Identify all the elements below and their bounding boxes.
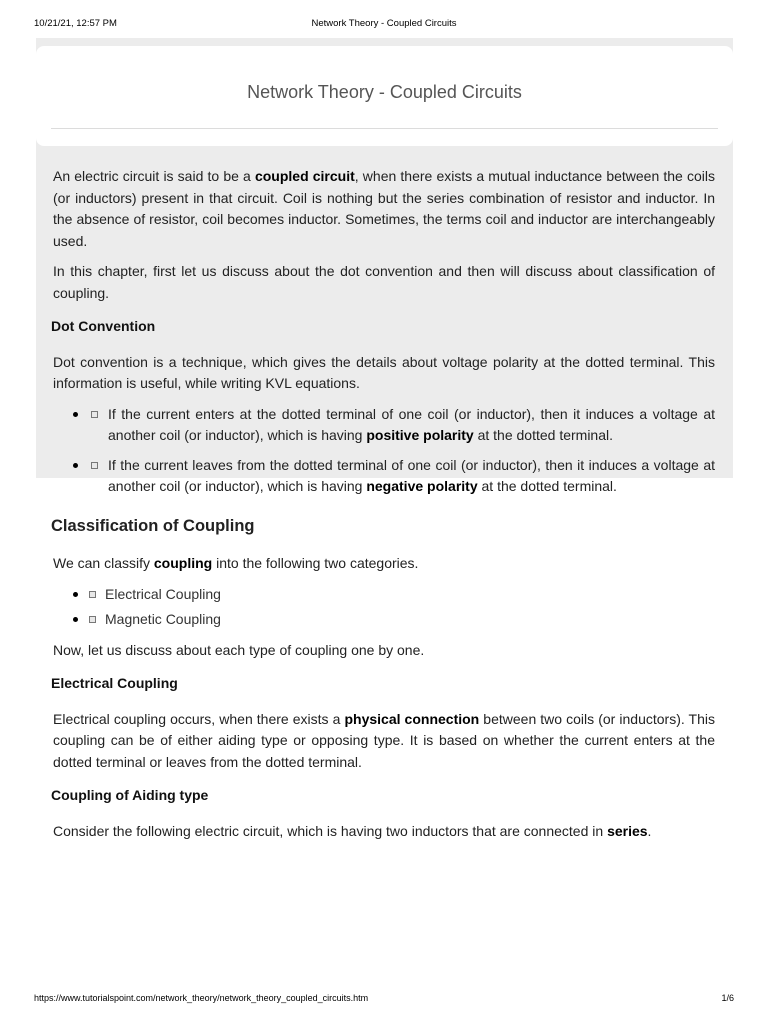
image-placeholder-icon (89, 616, 96, 623)
heading-electrical-coupling: Electrical Coupling (51, 675, 178, 691)
title-card (36, 46, 733, 146)
heading-dot-convention: Dot Convention (51, 318, 156, 334)
bullet-icon (73, 463, 78, 468)
list-item: Electrical Coupling (53, 584, 715, 606)
classification-list (53, 584, 715, 631)
page-number: 1/6 (721, 993, 734, 1003)
intro-paragraph-1: An electric circuit is said to be a coupled circuit, when there exists a mutual inductance between the coils (or inductors) present in that circuit. Coil is nothing but the series combination of resistor and inductor. In the absence of resistor, coil becomes inductor. Sometimes, the terms coil and inductor are interchangeably used. (53, 168, 715, 249)
bullet-icon (73, 412, 78, 417)
bullet-icon (73, 617, 78, 622)
electrical-coupling-paragraph: Electrical coupling occurs, when there exists a physical connection between two coils (or inductors). This coupling can be of either aiding type or opposing type. It is based on whether the current enters at the dotted terminal or leaves from the dotted terminal. (53, 710, 715, 770)
intro-paragraph-2: In this chapter, first let us discuss about the dot convention and then will discuss about classification of coupling. (53, 263, 715, 301)
list-item: Magnetic Coupling (53, 609, 715, 631)
term-series: series (607, 822, 648, 839)
term-coupling: coupling (153, 555, 213, 571)
image-placeholder-icon (89, 591, 96, 598)
list-item: If the current enters at the dotted terminal of one coil (or inductor), then it induces a voltage at another coil (or inductor), which is having positive polarity at the dotted terminal. (53, 404, 715, 447)
print-header (0, 18, 768, 32)
term-coupled-circuit: coupled circuit (254, 168, 355, 184)
classification-paragraph-2: Now, let us discuss about each type of coupling one by one. (53, 641, 425, 658)
dot-convention-paragraph: Dot convention is a technique, which gives the details about voltage polarity at the dotted terminal. This information is useful, while writing KVL equations. (53, 353, 715, 391)
heading-aiding-type: Coupling of Aiding type (51, 787, 209, 803)
image-placeholder-icon (91, 411, 98, 418)
dot-convention-list (53, 404, 715, 498)
image-placeholder-icon (91, 462, 98, 469)
term-negative-polarity: negative polarity (366, 478, 478, 494)
page-url: https://www.tutorialspoint.com/network_theory/network_theory_coupled_circuits.htm (34, 993, 369, 1003)
bullet-icon (73, 592, 78, 597)
term-positive-polarity: positive polarity (366, 427, 474, 443)
list-item: If the current leaves from the dotted terminal of one coil (or inductor), then it induces a voltage at another coil (or inductor), which is having negative polarity at the dotted terminal. (53, 455, 715, 498)
print-datetime: 10/21/21, 12:57 PM (34, 18, 117, 29)
article-content (53, 166, 715, 851)
heading-classification: Classification of Coupling (51, 516, 255, 535)
title-divider (51, 128, 718, 129)
print-title: Network Theory - Coupled Circuits (311, 18, 457, 29)
term-physical-connection: physical connection (344, 710, 480, 727)
page-title: Network Theory - Coupled Circuits (247, 82, 522, 102)
classification-paragraph-1: We can classify coupling into the following two categories. (53, 555, 419, 571)
aiding-type-paragraph: Consider the following electric circuit, which is having two inductors that are connected in series. (53, 822, 652, 839)
